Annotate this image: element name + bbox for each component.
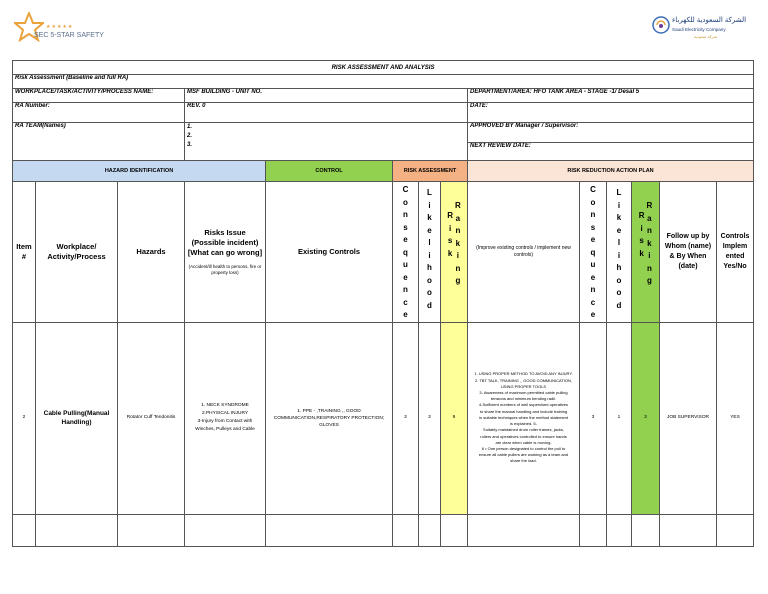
ra-number-label: RA Number: [13,103,185,123]
row-new-consequence: 3 [580,322,607,514]
row-likelihood: 3 [419,322,441,514]
logo-left-text: SEC 5-STAR SAFETY [34,32,104,39]
row-activity: Cable Pulling(Manual Handling) [36,322,118,514]
col-new-consequence: C o n s e q u e n c e [580,182,607,323]
section-control: CONTROL [266,161,393,182]
col-risks: Risks Issue (Possible incident) [What can go wrong] (Accident/ill health to persons, fire or property loss) [185,182,266,323]
col-existing-controls: Existing Controls [266,182,393,323]
row-follow-up: JOB SUPERVISOR [660,322,717,514]
rating-stars: ★★★★★ [46,24,74,30]
col-controls-implemented: Controls Implem ented Yes/No [717,182,754,323]
rev-value: REV. 0 [185,103,468,123]
row-risks: 1. NECK SYNDROME 2.PHYSICAL INJURY 3-Injury from Contact with Winches, Pulleys and Cable [185,322,266,514]
next-review-label: NEXT REVIEW DATE: [468,143,754,161]
row-implemented: YES [717,322,754,514]
logo-arabic-text: الشركة السعودية للكهرباء [672,17,747,24]
team-names [185,123,468,161]
col-likelihood: L i k e l i h o o d [419,182,441,323]
row-hazard: Rotator Cuff Tendonitis [118,322,185,514]
approved-label: APPROVED BY Manager / Supervisor: [468,123,754,143]
logo-english-text: Saudi Electricity Company [672,27,726,32]
risk-assessment-table [12,60,754,547]
col-activity: Workplace/ Activity/Process [36,182,118,323]
team-label: RA TEAM(Names) [13,123,185,161]
ranking-letters: R a n k i n g [455,201,461,285]
section-hazard-identification: HAZARD IDENTIFICATION [13,161,266,182]
row-consequence: 3 [393,322,419,514]
team-member-1: 1. [187,124,193,130]
col-follow-up: Follow up by Whom (name) & By When (date) [660,182,717,323]
row-new-likelihood: 1 [607,322,632,514]
row-actions: 1. USING PROPER METHOD TO AVOID ANY INJURY. 2. TBT TALK, TRAINING ,, GOOD COMMUNICATION, USING PROPER TOOLS 3- Awareness of maximum permitted cable pulling tensions and minimum bending radii. 4-Sufficient numbers of well supervised operatives to share the manual handling and include training in suitable techniques when the method statement is explained. 5- Suitably maintained drum roller frames, jacks, rollers and operatives controlled to ensure hands are clear when cable is moving. 6 • One person designated to control the pull to ensure all cable pullers are working as a team and share the load. [468,322,580,514]
new-risk-letters: R i s k [638,211,645,258]
department-field: DEPARTMENT/AREA: HFO TANK AREA - STAGE -1/ Desal 5 [468,89,754,103]
col-hazards: Hazards [118,182,185,323]
col-new-risk-ranking [632,182,660,323]
logo-sub-text: شركة سعودية [694,34,718,39]
section-risk-reduction: RISK REDUCTION ACTION PLAN [468,161,754,182]
risk-letters: R i s k [447,211,453,258]
sec-emblem-icon [652,16,670,34]
row-risk-ranking: 9 [441,322,468,514]
col-consequence: C o n s e q u e n c e [393,182,419,323]
section-risk-assessment: RISK ASSESSMENT [393,161,468,182]
col-new-likelihood: L i k e l i h o o d [607,182,632,323]
date-label: DATE: [468,103,754,123]
ra-type: Risk Assessment (Baseline and full RA) [13,75,754,89]
team-member-3: 3. [187,142,193,148]
col-item: Item # [13,182,36,323]
workplace-label: WORKPLACE/TASK/ACTIVITY/PROCESS NAME: [13,89,185,103]
col-improve-controls: (Improve existing controls / implement new controls) [468,182,580,323]
row-item: 2 [13,322,36,514]
row-new-risk-ranking: 3 [632,322,660,514]
risks-note: (Accident/ill health to persons, fire or property loss) [188,263,262,275]
empty-row [13,514,754,546]
sec-5-star-safety-logo [10,10,110,50]
form-title: RISK ASSESSMENT AND ANALYSIS [13,61,754,75]
col-risk-ranking [441,182,468,323]
workplace-value: MSF BUILDING - UNIT NO. [185,89,468,103]
new-ranking-letters: R a n k i n g [646,201,653,285]
saudi-electricity-logo [650,12,750,48]
row-existing-controls: 1. PPE - ,TRAINING ,, GOOD COMMUNICATION,RESPIRATORY PROTECTION; GLOVES [266,322,393,514]
team-member-2: 2. [187,133,193,139]
